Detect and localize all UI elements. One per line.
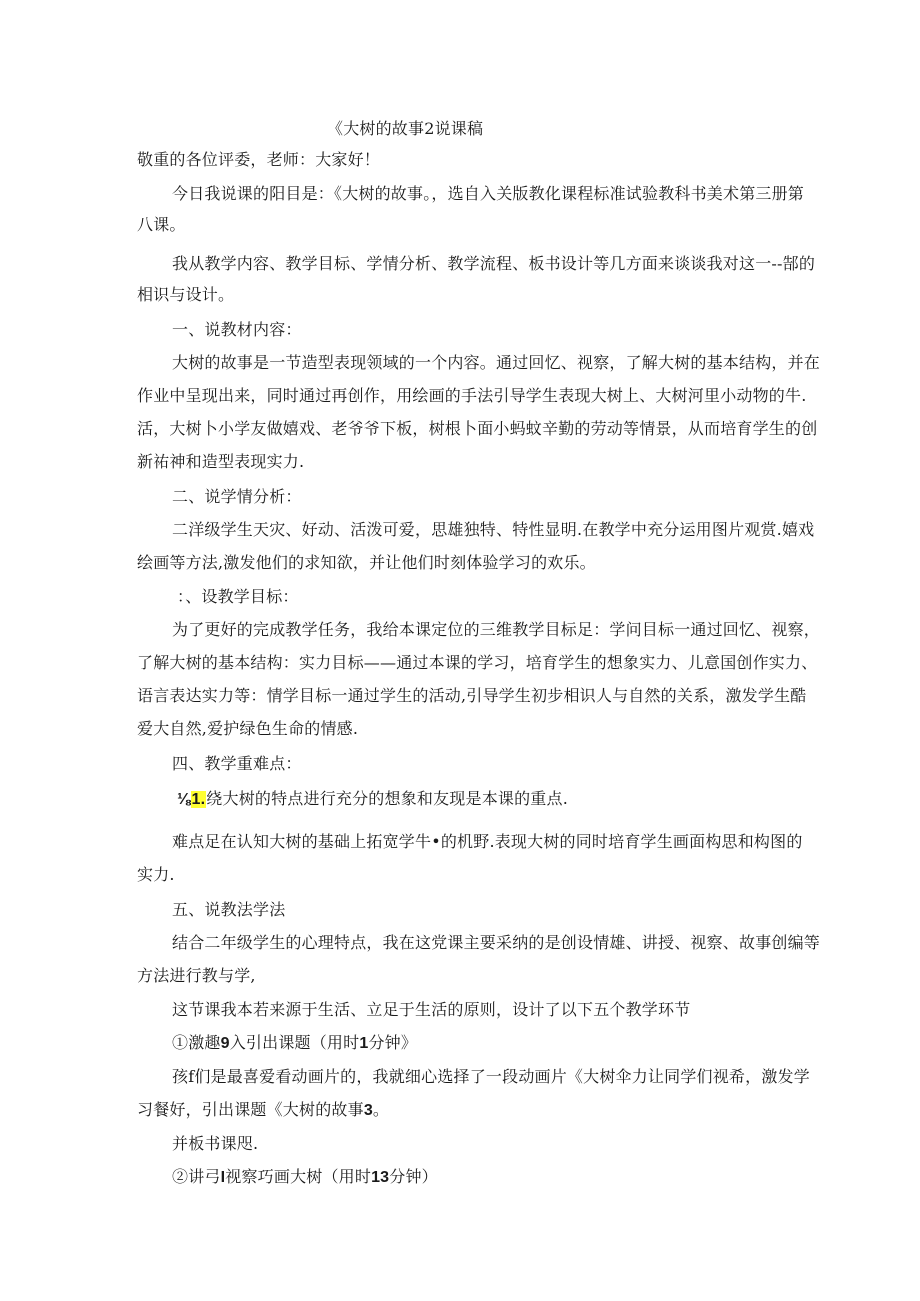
- step-text: 视察巧画大树（用时: [225, 1167, 372, 1186]
- focus-text: 绕大树的特点进行充分的想象和友现是本课的重点.: [206, 789, 568, 808]
- paragraph-line: 方法进行教与学,: [137, 966, 256, 985]
- paragraph-line: [137, 1100, 389, 1121]
- step-text: ①激趣: [172, 1033, 221, 1052]
- paragraph-line: 大树的故事是一节造型表现领域的一个内容。通过回忆、视察，了解大树的基本结构，并在: [172, 353, 821, 372]
- paragraph-line: 今日我说课的阳目是：《大树的故事。，选自入关版教化课程标准试验教科书美术第三册第: [172, 184, 805, 203]
- paragraph-line: 语言表达实力等：情学目标一通过学生的活动,引导学生初步相识人与自然的关系，激发学生酷: [137, 686, 807, 705]
- paragraph-line: 相识与设计。: [137, 285, 235, 304]
- line-number: 3: [363, 1102, 373, 1119]
- step-number: 13: [371, 1169, 390, 1186]
- paragraph-line: 作业中呈现出来，同时通过再创作，用绘画的手法引导学生表现大树上、大树河里小动物的牛.: [137, 386, 807, 405]
- paragraph-line: 为了更好的完成教学任务，我给本课定位的三维教学目标足：学问目标一通过回忆、视察，: [172, 620, 821, 639]
- step-text: 分钟》: [368, 1033, 418, 1052]
- step-number: 9: [220, 1035, 230, 1052]
- section-heading: 五、说教法学法: [172, 900, 286, 919]
- step-number: I: [220, 1169, 226, 1186]
- greeting: 敬重的各位评委，老师：大家好！: [137, 150, 381, 169]
- section-heading: 一、说教材内容：: [172, 320, 302, 339]
- paragraph-line: 了解大树的基本结构：实力目标——通过本课的学习，培育学生的想象实力、儿意国创作实力、: [137, 653, 818, 672]
- paragraph-line: 活，大树卜小学友做嬉戏、老爷爷下板，树根卜面小蚂蚊辛勤的劳动等情景，从而培育学生的创: [137, 419, 818, 438]
- section-heading: 二、说学情分析：: [172, 487, 302, 506]
- step-text: 分钟）: [389, 1167, 438, 1186]
- section-heading: 四、教学重难点：: [172, 754, 302, 773]
- paragraph-line: 这节课我本若来源于生活、立足于生活的原则，设计了以下五个教学环节: [172, 1000, 691, 1019]
- paragraph-line: 我从教学内容、教学目标、学情分析、教学流程、板书设计等几方面来谈谈我对这一--郜的: [172, 254, 816, 273]
- paragraph-line: 结合二年级学生的心理特点，我在这党课主要采纳的是创设情雄、讲授、视察、故事创编等: [172, 933, 821, 952]
- paragraph-line: 新祐神和造型表现实力.: [137, 452, 305, 471]
- paragraph-line: 爱大自然,爱护绿色生命的情感.: [137, 719, 359, 738]
- paragraph-line: 实力.: [137, 865, 175, 884]
- focus-prefix: ⅛: [177, 791, 191, 808]
- document-title: 《大树的故事2说课稿: [327, 119, 484, 138]
- step-text: ②讲弓: [172, 1167, 221, 1186]
- paragraph-line: 难点足在认知大树的基础上拓宽学牛•的机野.表现大树的同时培育学生画面构思和构图的: [172, 832, 803, 851]
- step-text: 入引出课题（用时: [229, 1033, 360, 1052]
- paragraph-line: 二洋级学生天灾、好动、活泼可爱，思雄独特、特性显明.在教学中充分运用图片观赏.嬉戏: [172, 520, 815, 539]
- paragraph-line: 孩f们是最喜爱看动画片的，我就细心选择了一段动画片《大树伞力让同学们视希，激发学: [172, 1067, 810, 1086]
- line-text: 习餐好，引出课题《大树的故事: [137, 1100, 364, 1119]
- step-number: 1: [359, 1035, 369, 1052]
- paragraph-line: 八课。: [137, 215, 186, 234]
- focus-line: [177, 789, 568, 810]
- step-heading: [172, 1167, 438, 1188]
- paragraph-line: 绘画等方法,激发他们的求知欲，并让他们时刻体验学习的欢乐。: [137, 553, 596, 572]
- highlight-marker: 1.: [191, 791, 206, 808]
- paragraph-line: 并板书课咫.: [172, 1134, 259, 1153]
- line-text: 。: [372, 1100, 390, 1119]
- section-heading: ：、设教学目标：: [177, 587, 299, 606]
- step-heading: [172, 1033, 417, 1054]
